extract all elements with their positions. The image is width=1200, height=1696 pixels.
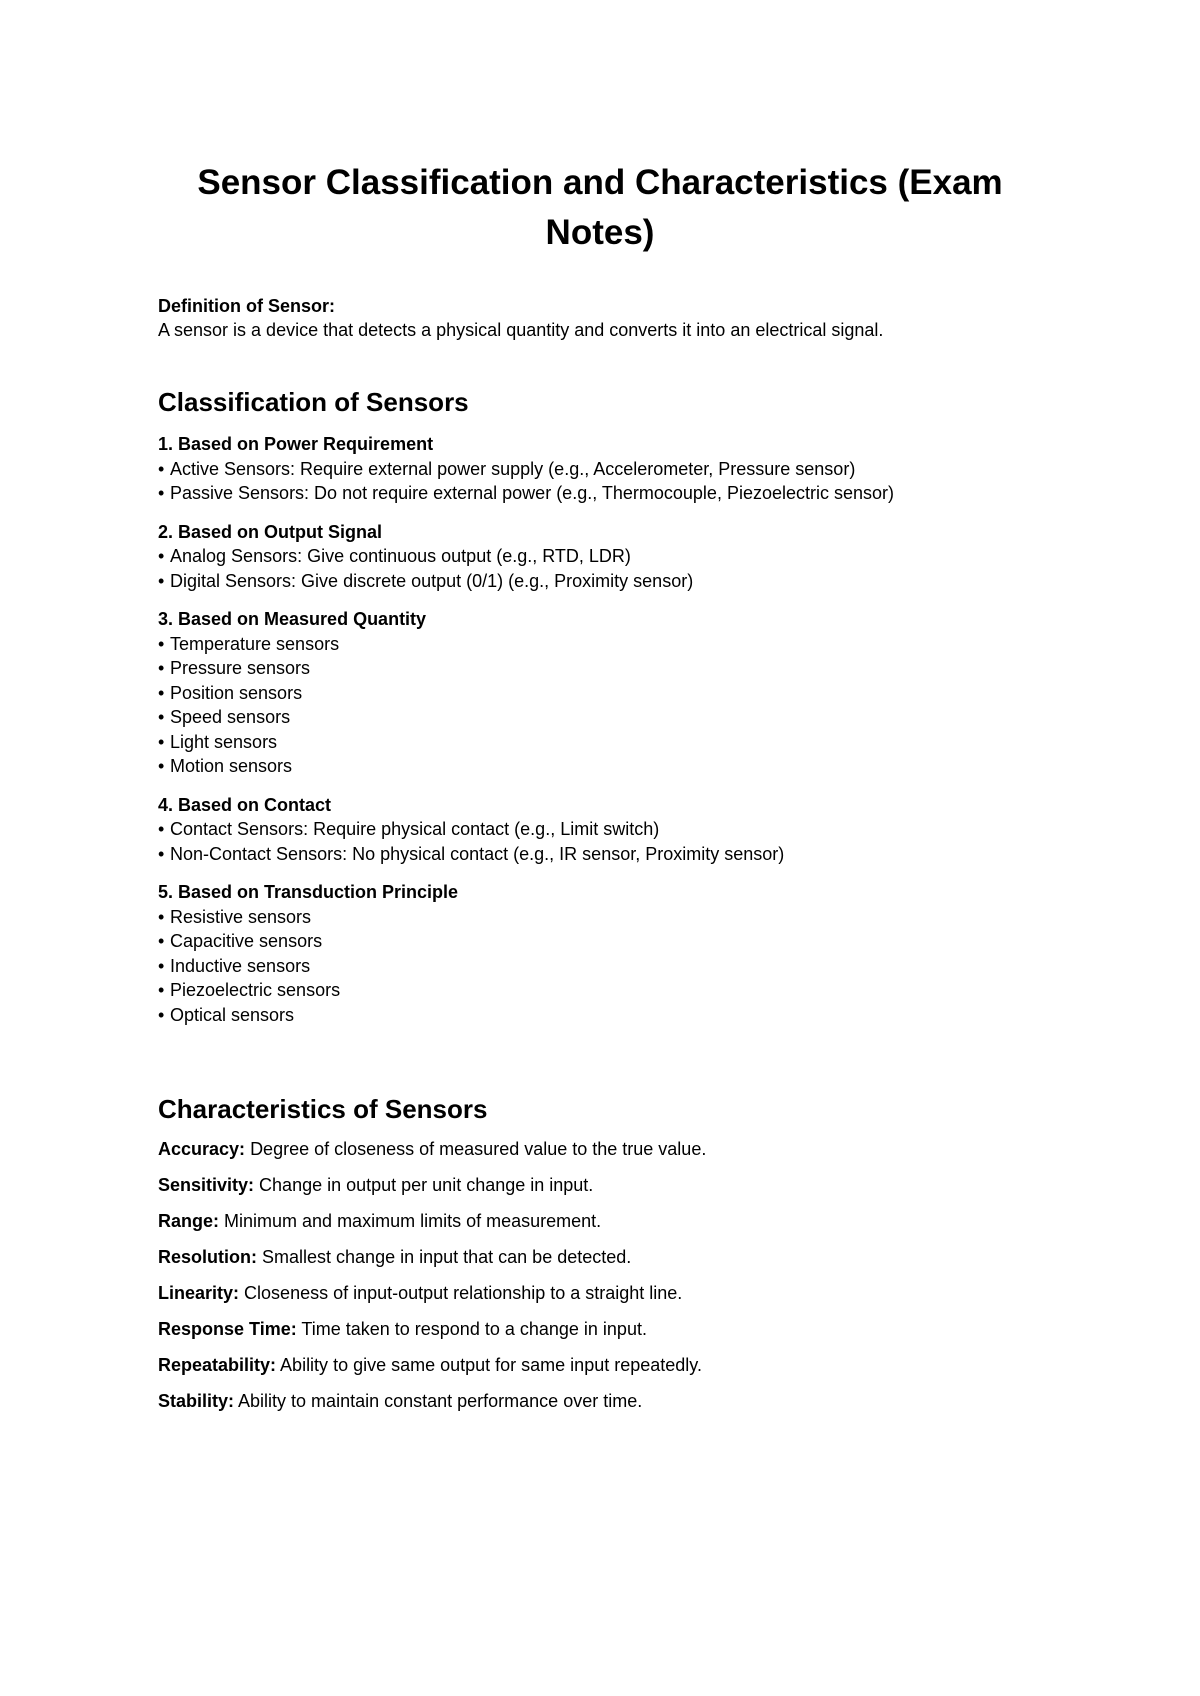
characteristic-accuracy bbox=[158, 1137, 1042, 1161]
definition-block bbox=[158, 294, 1042, 342]
characteristic-term: Linearity: bbox=[158, 1283, 240, 1303]
bullet-glyph: • bbox=[158, 458, 165, 479]
characteristic-text: Degree of closeness of measured value to the true value. bbox=[250, 1139, 707, 1159]
characteristic-range bbox=[158, 1209, 1042, 1233]
bullet-glyph: • bbox=[158, 682, 165, 703]
characteristic-text: Ability to give same output for same input repeatedly. bbox=[280, 1355, 702, 1375]
list-item-text: Capacitive sensors bbox=[170, 931, 323, 951]
bullet-glyph: • bbox=[158, 707, 165, 727]
characteristic-linearity bbox=[158, 1281, 1042, 1305]
list-item-text: Piezoelectric sensors bbox=[170, 980, 341, 1000]
list-item bbox=[158, 954, 1042, 979]
bullet-glyph: • bbox=[158, 906, 165, 927]
list-item-text: Digital Sensors: Give discrete output (0/1) (e.g., Proximity sensor) bbox=[170, 570, 694, 591]
characteristic-text: Change in output per unit change in input. bbox=[259, 1175, 594, 1195]
list-item-text: Pressure sensors bbox=[170, 658, 311, 678]
bullet-glyph: • bbox=[158, 980, 165, 1000]
group-heading: 2. Based on Output Signal bbox=[158, 521, 383, 542]
definition-label: Definition of Sensor: bbox=[158, 296, 335, 316]
list-item-text: Temperature sensors bbox=[170, 633, 340, 654]
characteristic-response-time bbox=[158, 1317, 1042, 1341]
list-item-text: Non-Contact Sensors: No physical contact (e.g., IR sensor, Proximity sensor) bbox=[170, 843, 785, 864]
bullet-glyph: • bbox=[158, 570, 165, 591]
characteristic-stability bbox=[158, 1389, 1042, 1413]
group-list bbox=[158, 817, 1042, 866]
list-item-text: Motion sensors bbox=[170, 756, 293, 776]
characteristic-term: Stability: bbox=[158, 1391, 235, 1411]
list-item bbox=[158, 817, 1042, 842]
list-item-text: Speed sensors bbox=[170, 707, 291, 727]
list-item bbox=[158, 632, 1042, 657]
list-item bbox=[158, 905, 1042, 930]
characteristic-text: Minimum and maximum limits of measurement. bbox=[224, 1211, 602, 1231]
document-title: Sensor Classification and Characteristics (Exam Notes) bbox=[197, 163, 1003, 252]
group-list bbox=[158, 457, 1042, 506]
list-item-text: Resistive sensors bbox=[170, 906, 312, 927]
list-item-text: Active Sensors: Require external power supply (e.g., Accelerometer, Pressure sensor) bbox=[170, 458, 856, 479]
list-item-text: Contact Sensors: Require physical contact (e.g., Limit switch) bbox=[170, 819, 660, 839]
characteristic-text: Time taken to respond to a change in input. bbox=[301, 1319, 647, 1339]
list-item-text: Passive Sensors: Do not require external power (e.g., Thermocouple, Piezoelectric sensor) bbox=[170, 483, 895, 503]
group-heading: 3. Based on Measured Quantity bbox=[158, 609, 427, 629]
classification-group-power bbox=[158, 432, 1042, 506]
bullet-glyph: • bbox=[158, 546, 165, 566]
classification-heading: Classification of Sensors bbox=[158, 387, 469, 417]
bullet-glyph: • bbox=[158, 731, 165, 752]
characteristic-text: Smallest change in input that can be detected. bbox=[262, 1247, 632, 1267]
list-item bbox=[158, 1003, 1042, 1028]
list-item bbox=[158, 705, 1042, 730]
characteristic-text: Ability to maintain constant performance over time. bbox=[238, 1391, 643, 1411]
list-item-text: Optical sensors bbox=[170, 1004, 295, 1025]
group-heading: 5. Based on Transduction Principle bbox=[158, 882, 459, 902]
group-list bbox=[158, 632, 1042, 779]
list-item bbox=[158, 978, 1042, 1003]
list-item bbox=[158, 569, 1042, 594]
list-item-text: Light sensors bbox=[170, 731, 278, 752]
group-list bbox=[158, 905, 1042, 1028]
classification-group-contact bbox=[158, 793, 1042, 867]
characteristic-term: Repeatability: bbox=[158, 1355, 277, 1375]
list-item bbox=[158, 481, 1042, 506]
characteristic-term: Sensitivity: bbox=[158, 1175, 255, 1195]
classification-group-transduction bbox=[158, 880, 1042, 1027]
list-item bbox=[158, 730, 1042, 755]
characteristics-heading: Characteristics of Sensors bbox=[158, 1094, 488, 1124]
list-item bbox=[158, 754, 1042, 779]
list-item-text: Position sensors bbox=[170, 682, 303, 703]
bullet-glyph: • bbox=[158, 955, 165, 976]
list-item bbox=[158, 842, 1042, 867]
bullet-glyph: • bbox=[158, 1004, 165, 1025]
characteristic-term: Response Time: bbox=[158, 1319, 297, 1339]
list-item bbox=[158, 656, 1042, 681]
characteristic-repeatability bbox=[158, 1353, 1042, 1377]
list-item-text: Inductive sensors bbox=[170, 955, 311, 976]
list-item bbox=[158, 544, 1042, 569]
bullet-glyph: • bbox=[158, 483, 165, 503]
document-page bbox=[158, 158, 1042, 1425]
classification-groups bbox=[158, 432, 1042, 1027]
group-heading: 1. Based on Power Requirement bbox=[158, 434, 434, 454]
characteristic-term: Resolution: bbox=[158, 1247, 257, 1267]
bullet-glyph: • bbox=[158, 756, 165, 776]
characteristic-term: Accuracy: bbox=[158, 1139, 246, 1159]
list-item bbox=[158, 457, 1042, 482]
bullet-glyph: • bbox=[158, 658, 165, 678]
characteristics-list bbox=[158, 1137, 1042, 1413]
characteristic-sensitivity bbox=[158, 1173, 1042, 1197]
characteristic-term: Range: bbox=[158, 1211, 220, 1231]
list-item-text: Analog Sensors: Give continuous output (e.g., RTD, LDR) bbox=[170, 546, 631, 566]
group-heading: 4. Based on Contact bbox=[158, 794, 332, 815]
definition-text: A sensor is a device that detects a physical quantity and converts it into an electrical signal. bbox=[158, 320, 884, 340]
bullet-glyph: • bbox=[158, 843, 165, 864]
characteristic-resolution bbox=[158, 1245, 1042, 1269]
bullet-glyph: • bbox=[158, 931, 165, 951]
bullet-glyph: • bbox=[158, 819, 165, 839]
group-list bbox=[158, 544, 1042, 593]
list-item bbox=[158, 929, 1042, 954]
characteristic-text: Closeness of input-output relationship to a straight line. bbox=[244, 1283, 683, 1303]
classification-group-output bbox=[158, 520, 1042, 594]
bullet-glyph: • bbox=[158, 633, 165, 654]
classification-group-quantity bbox=[158, 607, 1042, 779]
list-item bbox=[158, 681, 1042, 706]
